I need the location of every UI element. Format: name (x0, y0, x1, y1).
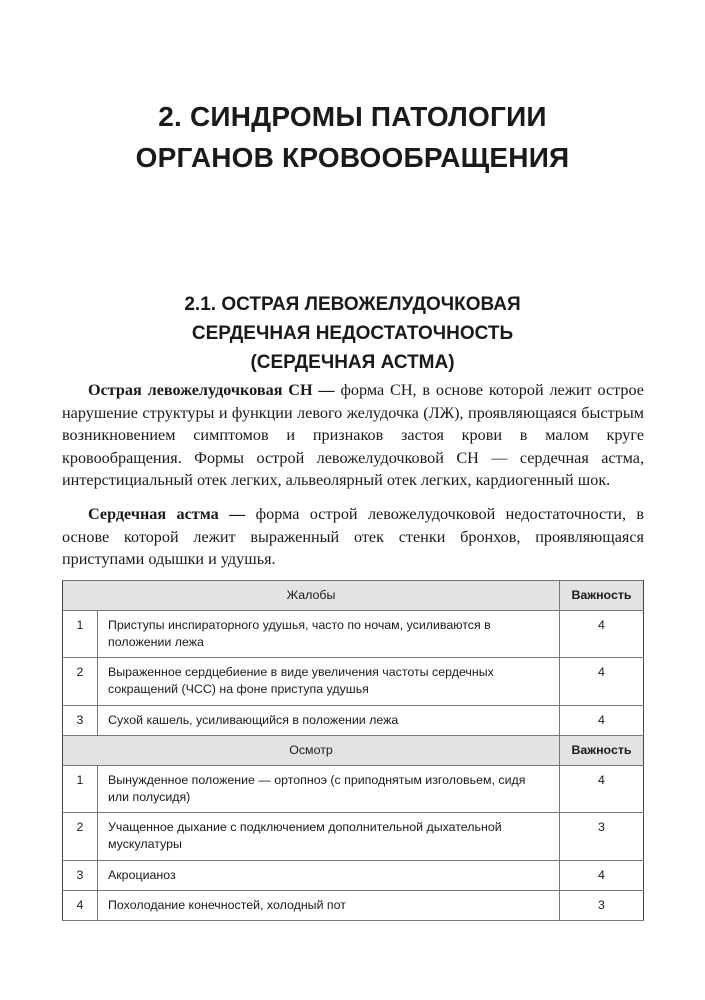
row-number: 3 (63, 861, 98, 891)
row-description: Сухой кашель, усиливающийся в положении лежа (98, 706, 560, 736)
row-number: 1 (63, 766, 98, 813)
section-title-line: 2.1. ОСТРАЯ ЛЕВОЖЕЛУДОЧКОВАЯ (184, 294, 521, 315)
table-row (63, 658, 644, 706)
definition-text: форма СН, в основе которой лежит острое нарушение структуры и функции левого желудочка (ЛЖ), проявляющаяся быстрым возникновением симптомов и признаков застоя крови в малом круге кровообращения. Формы острой левожелудочковой СН — сердечная астма, интерстициальный отек легких, альвеолярный отек легких, кардиогенный шок. (62, 381, 644, 489)
table-row (63, 611, 644, 658)
group-title: Осмотр (63, 736, 560, 766)
section-title (0, 290, 705, 377)
row-number: 1 (63, 611, 98, 658)
row-description: Вынужденное положение — ортопноэ (с приподнятым изголовьем, сидя или полусидя) (98, 766, 560, 813)
row-description: Учащенное дыхание с подключением дополнительной дыхательной мускулатуры (98, 813, 560, 861)
group-title: Жалобы (63, 581, 560, 611)
definition-paragraph (62, 503, 644, 571)
row-number: 3 (63, 706, 98, 736)
chapter-title (0, 96, 705, 178)
chapter-title-line: 2. СИНДРОМЫ ПАТОЛОГИИ (158, 101, 547, 132)
section-title-line: (СЕРДЕЧНАЯ АСТМА) (250, 352, 455, 373)
row-importance: 3 (560, 891, 644, 921)
row-importance: 4 (560, 658, 644, 706)
defined-term: Острая левожелудочковая СН — (88, 381, 335, 399)
criteria-table (62, 580, 644, 921)
chapter-title-line: ОРГАНОВ КРОВООБРАЩЕНИЯ (135, 142, 570, 173)
row-importance: 3 (560, 813, 644, 861)
row-description: Похолодание конечностей, холодный пот (98, 891, 560, 921)
row-number: 2 (63, 813, 98, 861)
row-importance: 4 (560, 861, 644, 891)
definition-paragraph (62, 379, 644, 492)
defined-term: Сердечная астма — (88, 505, 246, 523)
table-row (63, 766, 644, 813)
table-row (63, 891, 644, 921)
row-description: Приступы инспираторного удушья, часто по ночам, усиливаются в положении лежа (98, 611, 560, 658)
table-group-header (63, 736, 644, 766)
section-title-line: СЕРДЕЧНАЯ НЕДОСТАТОЧНОСТЬ (191, 323, 514, 344)
table-row (63, 706, 644, 736)
row-number: 2 (63, 658, 98, 706)
row-number: 4 (63, 891, 98, 921)
table-row (63, 861, 644, 891)
row-description: Акроцианоз (98, 861, 560, 891)
table-group-header (63, 581, 644, 611)
importance-header: Важность (560, 581, 644, 611)
table-row (63, 813, 644, 861)
row-importance: 4 (560, 706, 644, 736)
importance-header: Важность (560, 736, 644, 766)
row-importance: 4 (560, 611, 644, 658)
row-description: Выраженное сердцебиение в виде увеличения частоты сердечных сокращений (ЧСС) на фоне приступа удушья (98, 658, 560, 706)
row-importance: 4 (560, 766, 644, 813)
definition-text: форма острой левожелудочковой недостаточности, в основе которой лежит выраженный отек стенки бронхов, проявляющаяся приступами одышки и удушья. (62, 505, 645, 568)
